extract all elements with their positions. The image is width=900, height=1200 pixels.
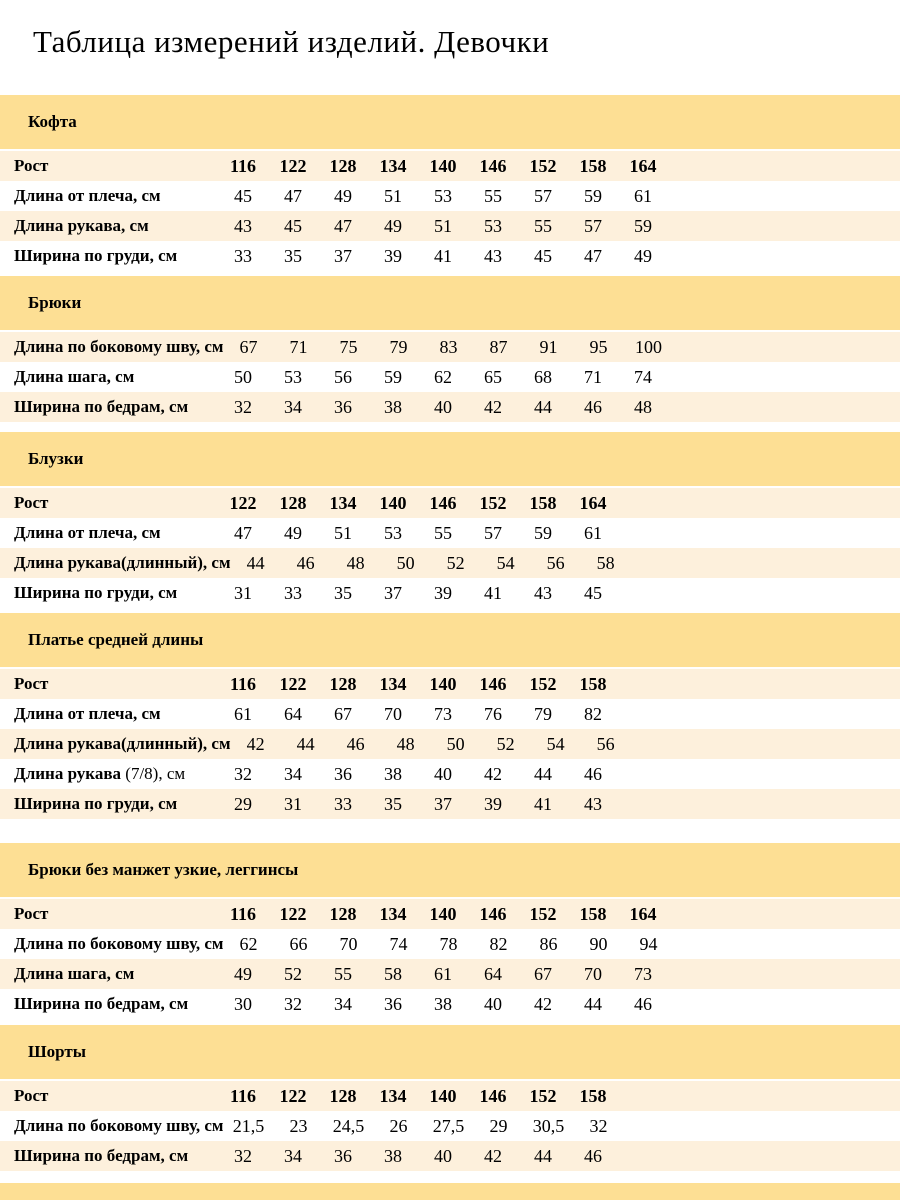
value-cell: 37 — [434, 793, 452, 814]
row-label-text: Рост — [14, 674, 49, 693]
value-cell: 34 — [284, 1145, 302, 1166]
table-header-row — [0, 488, 900, 518]
value-cell: 66 — [289, 933, 308, 954]
value-cell: 61 — [234, 703, 252, 724]
value-cell: 30 — [234, 993, 252, 1014]
section-title: Блузки — [28, 449, 84, 468]
section-header-band — [0, 613, 900, 667]
section-header-band — [0, 95, 900, 149]
value-cell: 70 — [584, 963, 602, 984]
value-cell: 59 — [534, 522, 552, 543]
value-cell: 29 — [234, 793, 252, 814]
row-label-text: Ширина по груди, см — [14, 583, 178, 602]
section-title: Кофта — [28, 112, 77, 131]
value-cell: 45 — [584, 582, 602, 603]
size-header-cell: 140 — [429, 1085, 457, 1106]
table-row — [0, 989, 900, 1019]
value-cell: 76 — [484, 703, 502, 724]
value-cell: 35 — [284, 245, 302, 266]
value-cell: 49 — [634, 245, 652, 266]
row-label-text: Ширина по груди, см — [14, 246, 178, 265]
size-header-cell: 146 — [479, 155, 507, 176]
table-row — [0, 1141, 900, 1171]
row-label-text: Рост — [14, 156, 49, 175]
value-cell: 47 — [584, 245, 602, 266]
size-header-cell: 146 — [479, 673, 507, 694]
value-cell: 55 — [484, 185, 502, 206]
value-cell: 49 — [234, 963, 252, 984]
value-cell: 57 — [584, 215, 602, 236]
value-cell: 37 — [384, 582, 402, 603]
value-cell: 55 — [334, 963, 352, 984]
value-cell: 53 — [284, 366, 302, 387]
value-cell: 79 — [389, 336, 408, 357]
value-cell: 39 — [384, 245, 402, 266]
table-row — [0, 362, 900, 392]
value-cell: 57 — [484, 522, 502, 543]
value-cell: 38 — [384, 1145, 402, 1166]
size-header-cell: 146 — [479, 903, 507, 924]
size-header-cell: 140 — [379, 492, 407, 513]
section-header-band — [0, 843, 900, 897]
value-cell: 54 — [546, 733, 565, 754]
value-cell: 43 — [584, 793, 602, 814]
value-cell: 47 — [334, 215, 352, 236]
value-cell: 23 — [289, 1115, 308, 1136]
row-label-text: Рост — [14, 1086, 49, 1105]
value-cell: 57 — [534, 185, 552, 206]
value-cell: 46 — [634, 993, 652, 1014]
value-cell: 46 — [296, 552, 315, 573]
table-header-row — [0, 899, 900, 929]
row-label — [0, 994, 218, 1014]
section-bryuki — [0, 276, 900, 422]
size-header-cell: 122 — [229, 492, 257, 513]
value-cell: 42 — [484, 763, 502, 784]
row-label — [0, 156, 218, 176]
value-cell: 46 — [584, 396, 602, 417]
table-header-row — [0, 669, 900, 699]
section-table — [0, 669, 900, 819]
row-label — [0, 1116, 224, 1136]
value-cell: 70 — [339, 933, 358, 954]
value-cell: 38 — [384, 763, 402, 784]
value-cell: 71 — [289, 336, 308, 357]
value-cell: 37 — [334, 245, 352, 266]
value-cell: 59 — [634, 215, 652, 236]
value-cell: 42 — [484, 396, 502, 417]
row-label — [0, 216, 218, 236]
value-cell: 43 — [484, 245, 502, 266]
value-cell: 44 — [534, 763, 552, 784]
value-cell: 50 — [446, 733, 465, 754]
value-cell: 83 — [439, 336, 458, 357]
value-cell: 33 — [284, 582, 302, 603]
value-cell: 24,5 — [332, 1115, 365, 1136]
value-cell: 51 — [334, 522, 352, 543]
section-bluzki — [0, 432, 900, 608]
value-cell: 79 — [534, 703, 552, 724]
size-header-cell: 158 — [529, 492, 557, 513]
value-cell: 44 — [584, 993, 602, 1014]
value-cell: 46 — [584, 763, 602, 784]
row-label — [0, 367, 218, 387]
row-label — [0, 734, 231, 754]
value-cell: 43 — [234, 215, 252, 236]
size-header-cell: 152 — [479, 492, 507, 513]
value-cell: 56 — [546, 552, 565, 573]
value-cell: 73 — [434, 703, 452, 724]
section-title: Платье средней длины — [28, 630, 204, 649]
value-cell: 45 — [534, 245, 552, 266]
row-label — [0, 904, 218, 924]
value-cell: 52 — [496, 733, 515, 754]
size-header-cell: 128 — [329, 903, 357, 924]
value-cell: 36 — [334, 396, 352, 417]
value-cell: 87 — [489, 336, 508, 357]
value-cell: 47 — [234, 522, 252, 543]
table-row — [0, 392, 900, 422]
value-cell: 53 — [434, 185, 452, 206]
size-header-cell: 140 — [429, 673, 457, 694]
size-header-cell: 164 — [629, 155, 657, 176]
row-label-suffix: (7/8), см — [121, 764, 186, 783]
value-cell: 50 — [234, 366, 252, 387]
row-label — [0, 704, 218, 724]
value-cell: 55 — [434, 522, 452, 543]
value-cell: 52 — [284, 963, 302, 984]
value-cell: 49 — [384, 215, 402, 236]
row-label-text: Рост — [14, 493, 49, 512]
row-label-text: Длина от плеча, см — [14, 704, 161, 723]
value-cell: 82 — [489, 933, 508, 954]
table-row — [0, 578, 900, 608]
row-label — [0, 934, 224, 954]
row-label-text: Длина по боковому шву, см — [14, 337, 224, 356]
size-header-cell: 134 — [379, 1085, 407, 1106]
section-kofta — [0, 95, 900, 271]
size-header-cell: 152 — [529, 903, 557, 924]
value-cell: 36 — [384, 993, 402, 1014]
value-cell: 64 — [484, 963, 502, 984]
value-cell: 56 — [596, 733, 615, 754]
value-cell: 32 — [234, 1145, 252, 1166]
size-header-cell: 146 — [479, 1085, 507, 1106]
value-cell: 62 — [239, 933, 258, 954]
value-cell: 36 — [334, 1145, 352, 1166]
size-header-cell: 158 — [579, 903, 607, 924]
size-header-cell: 122 — [279, 1085, 307, 1106]
table-row — [0, 1111, 900, 1141]
value-cell: 67 — [334, 703, 352, 724]
row-label — [0, 397, 218, 417]
size-header-cell: 134 — [379, 903, 407, 924]
size-header-cell: 152 — [529, 1085, 557, 1106]
table-header-row — [0, 1081, 900, 1111]
row-label-text: Ширина по бедрам, см — [14, 1146, 189, 1165]
section-header-band — [0, 276, 900, 330]
table-row — [0, 929, 900, 959]
size-header-cell: 116 — [229, 903, 256, 924]
value-cell: 38 — [434, 993, 452, 1014]
value-cell: 59 — [384, 366, 402, 387]
size-header-cell: 134 — [379, 673, 407, 694]
value-cell: 32 — [589, 1115, 608, 1136]
value-cell: 95 — [589, 336, 608, 357]
row-label-text: Рост — [14, 904, 49, 923]
section-table — [0, 899, 900, 1019]
row-label — [0, 337, 224, 357]
value-cell: 75 — [339, 336, 358, 357]
value-cell: 43 — [534, 582, 552, 603]
value-cell: 27,5 — [432, 1115, 465, 1136]
row-label-text: Длина по боковому шву, см — [14, 934, 224, 953]
row-label-text: Длина шага, см — [14, 367, 135, 386]
value-cell: 40 — [434, 763, 452, 784]
value-cell: 58 — [384, 963, 402, 984]
size-header-cell: 128 — [329, 673, 357, 694]
value-cell: 32 — [284, 993, 302, 1014]
size-header-cell: 122 — [279, 673, 307, 694]
value-cell: 49 — [284, 522, 302, 543]
value-cell: 26 — [389, 1115, 408, 1136]
size-header-cell: 122 — [279, 155, 307, 176]
table-row — [0, 789, 900, 819]
value-cell: 91 — [539, 336, 558, 357]
row-label-text: Длина от плеча, см — [14, 523, 161, 542]
section-header-band — [0, 1025, 900, 1079]
value-cell: 56 — [334, 366, 352, 387]
value-cell: 52 — [446, 552, 465, 573]
row-label-text: Длина по боковому шву, см — [14, 1116, 224, 1135]
value-cell: 41 — [534, 793, 552, 814]
value-cell: 70 — [384, 703, 402, 724]
value-cell: 31 — [284, 793, 302, 814]
row-label — [0, 523, 218, 543]
size-header-cell: 140 — [429, 155, 457, 176]
value-cell: 64 — [284, 703, 302, 724]
row-label — [0, 674, 218, 694]
size-header-cell: 158 — [579, 673, 607, 694]
size-header-cell: 158 — [579, 155, 607, 176]
value-cell: 59 — [584, 185, 602, 206]
row-label — [0, 246, 218, 266]
value-cell: 45 — [234, 185, 252, 206]
row-label — [0, 1146, 218, 1166]
row-label — [0, 764, 218, 784]
value-cell: 67 — [239, 336, 258, 357]
value-cell: 33 — [334, 793, 352, 814]
row-label — [0, 583, 218, 603]
value-cell: 35 — [384, 793, 402, 814]
section-bryuki-legginsy — [0, 843, 900, 1019]
value-cell: 44 — [296, 733, 315, 754]
table-row — [0, 518, 900, 548]
value-cell: 34 — [334, 993, 352, 1014]
row-label-text: Длина рукава(длинный), см — [14, 553, 231, 572]
row-label — [0, 493, 218, 513]
value-cell: 48 — [396, 733, 415, 754]
value-cell: 65 — [484, 366, 502, 387]
value-cell: 46 — [346, 733, 365, 754]
row-label — [0, 1086, 218, 1106]
table-header-row — [0, 151, 900, 181]
value-cell: 38 — [384, 396, 402, 417]
section-table — [0, 1081, 900, 1171]
value-cell: 47 — [284, 185, 302, 206]
value-cell: 41 — [484, 582, 502, 603]
value-cell: 29 — [489, 1115, 508, 1136]
value-cell: 78 — [439, 933, 458, 954]
size-header-cell: 116 — [229, 1085, 256, 1106]
value-cell: 53 — [384, 522, 402, 543]
section-header-band — [0, 432, 900, 486]
value-cell: 51 — [434, 215, 452, 236]
table-row — [0, 548, 900, 578]
section-title: Брюки — [28, 293, 82, 312]
value-cell: 42 — [484, 1145, 502, 1166]
size-header-cell: 152 — [529, 155, 557, 176]
row-label-text: Длина от плеча, см — [14, 186, 161, 205]
value-cell: 68 — [534, 366, 552, 387]
value-cell: 74 — [634, 366, 652, 387]
value-cell: 40 — [484, 993, 502, 1014]
row-label-text: Длина рукава, см — [14, 216, 149, 235]
value-cell: 46 — [584, 1145, 602, 1166]
size-header-cell: 134 — [329, 492, 357, 513]
row-label-text: Длина рукава — [14, 764, 122, 783]
value-cell: 45 — [284, 215, 302, 236]
value-cell: 40 — [434, 1145, 452, 1166]
size-header-cell: 152 — [529, 673, 557, 694]
section-table — [0, 488, 900, 608]
value-cell: 42 — [534, 993, 552, 1014]
value-cell: 53 — [484, 215, 502, 236]
section-plate-sredney-dliny — [0, 613, 900, 819]
size-header-cell: 128 — [329, 155, 357, 176]
row-label — [0, 794, 218, 814]
table-row — [0, 211, 900, 241]
row-label-text: Ширина по бедрам, см — [14, 994, 189, 1013]
value-cell: 39 — [434, 582, 452, 603]
next-section-band-cropped — [0, 1183, 900, 1200]
value-cell: 94 — [639, 933, 658, 954]
size-header-cell: 122 — [279, 903, 307, 924]
row-label — [0, 964, 218, 984]
value-cell: 30,5 — [532, 1115, 565, 1136]
value-cell: 48 — [346, 552, 365, 573]
value-cell: 100 — [635, 336, 662, 357]
size-header-cell: 140 — [429, 903, 457, 924]
row-label-text: Длина шага, см — [14, 964, 135, 983]
value-cell: 42 — [246, 733, 265, 754]
section-shorty — [0, 1025, 900, 1171]
value-cell: 74 — [389, 933, 408, 954]
size-header-cell: 134 — [379, 155, 407, 176]
value-cell: 44 — [246, 552, 265, 573]
value-cell: 31 — [234, 582, 252, 603]
value-cell: 21,5 — [232, 1115, 265, 1136]
table-row — [0, 181, 900, 211]
value-cell: 35 — [334, 582, 352, 603]
value-cell: 58 — [596, 552, 615, 573]
value-cell: 50 — [396, 552, 415, 573]
page-title: Таблица измерений изделий. Девочки — [33, 24, 550, 59]
table-row — [0, 759, 900, 789]
table-row — [0, 332, 900, 362]
value-cell: 34 — [284, 396, 302, 417]
value-cell: 73 — [634, 963, 652, 984]
value-cell: 41 — [434, 245, 452, 266]
value-cell: 48 — [634, 396, 652, 417]
value-cell: 55 — [534, 215, 552, 236]
table-row — [0, 241, 900, 271]
value-cell: 90 — [589, 933, 608, 954]
value-cell: 61 — [584, 522, 602, 543]
size-header-cell: 158 — [579, 1085, 607, 1106]
value-cell: 34 — [284, 763, 302, 784]
value-cell: 61 — [434, 963, 452, 984]
size-header-cell: 128 — [279, 492, 307, 513]
value-cell: 51 — [384, 185, 402, 206]
table-row — [0, 959, 900, 989]
value-cell: 32 — [234, 763, 252, 784]
size-header-cell: 116 — [229, 673, 256, 694]
size-header-cell: 164 — [629, 903, 657, 924]
value-cell: 49 — [334, 185, 352, 206]
size-header-cell: 146 — [429, 492, 457, 513]
row-label-text: Ширина по бедрам, см — [14, 397, 189, 416]
value-cell: 82 — [584, 703, 602, 724]
value-cell: 44 — [534, 1145, 552, 1166]
value-cell: 39 — [484, 793, 502, 814]
size-header-cell: 164 — [579, 492, 607, 513]
value-cell: 36 — [334, 763, 352, 784]
row-label-text: Длина рукава(длинный), см — [14, 734, 231, 753]
row-label — [0, 553, 231, 573]
value-cell: 62 — [434, 366, 452, 387]
value-cell: 61 — [634, 185, 652, 206]
section-title: Шорты — [28, 1042, 87, 1061]
section-title: Брюки без манжет узкие, леггинсы — [28, 860, 299, 879]
table-row — [0, 729, 900, 759]
value-cell: 86 — [539, 933, 558, 954]
value-cell: 71 — [584, 366, 602, 387]
value-cell: 44 — [534, 396, 552, 417]
value-cell: 67 — [534, 963, 552, 984]
section-table — [0, 151, 900, 271]
size-header-cell: 116 — [229, 155, 256, 176]
table-row — [0, 699, 900, 729]
section-table — [0, 332, 900, 422]
size-header-cell: 128 — [329, 1085, 357, 1106]
value-cell: 33 — [234, 245, 252, 266]
row-label — [0, 186, 218, 206]
sections-container — [0, 95, 900, 1171]
value-cell: 40 — [434, 396, 452, 417]
row-label-text: Ширина по груди, см — [14, 794, 178, 813]
value-cell: 54 — [496, 552, 515, 573]
value-cell: 32 — [234, 396, 252, 417]
